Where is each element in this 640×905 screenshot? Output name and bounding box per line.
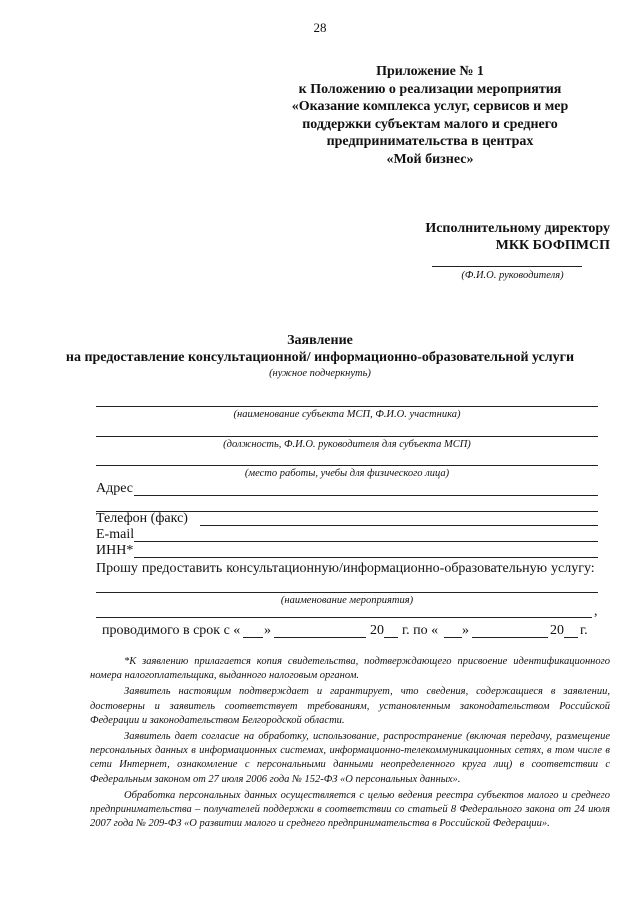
period-quote-2: » xyxy=(462,623,469,638)
inn-label: ИНН* xyxy=(96,543,134,558)
phone-label: Телефон (факс) xyxy=(96,511,188,526)
start-year-field[interactable] xyxy=(384,637,398,638)
end-year-prefix: 20 xyxy=(550,623,564,638)
start-year-prefix: 20 xyxy=(370,623,384,638)
footnote-consent: Заявитель дает согласие на обработку, использование, распространение (включая передачу, размещение персональных данных в информационных системах, информационно-телекоммуникационных сетях, в том числе в сети Интернет, ознакомление с персональными данными неопределенного круга лиц) в соответствии с Федеральным законом от 27 июля 2006 года № 152-ФЗ «О персональных данных». xyxy=(90,731,610,785)
email-line[interactable] xyxy=(134,541,598,542)
director-name-caption: (Ф.И.О. руководителя) xyxy=(461,270,564,281)
statement-note: (нужное подчеркнуть) xyxy=(269,368,371,379)
appendix-line: «Оказание комплекса услуг, сервисов и мер xyxy=(291,99,569,114)
event-name-caption: (наименование мероприятия) xyxy=(280,595,414,606)
director-name-line[interactable] xyxy=(432,266,582,267)
period-quote-1: » xyxy=(264,623,271,638)
period-to: г. по « xyxy=(402,623,439,638)
event-extra-line[interactable] xyxy=(96,617,592,618)
appendix-title: Приложение № 1 xyxy=(376,64,484,79)
end-year-field[interactable] xyxy=(564,637,578,638)
page-number: 28 xyxy=(313,20,327,35)
appendix-header xyxy=(250,63,610,168)
request-text: Прошу предоставить консультационную/информационно-образовательную услугу: xyxy=(96,561,595,576)
footnote-guarantee: Заявитель настоящим подтверждает и гарантирует, что сведения, содержащиеся в заявлении, достоверны и заявитель соответствует требованиям, установленным законодательством Российской Федерации и законодательством Белгородской области. xyxy=(90,686,610,726)
period-end: г. xyxy=(580,623,588,638)
address-label: Адрес xyxy=(96,481,134,496)
subject-name-caption: (наименование субъекта МСП, Ф.И.О. участника) xyxy=(233,409,461,420)
event-name-line[interactable] xyxy=(96,592,598,593)
appendix-line: предпринимательства в центрах xyxy=(326,134,534,149)
end-month-field[interactable] xyxy=(472,637,548,638)
address-line-1[interactable] xyxy=(134,495,598,496)
workplace-caption: (место работы, учебы для физического лица) xyxy=(244,468,450,479)
end-day-field[interactable] xyxy=(444,637,462,638)
start-day-field[interactable] xyxy=(243,637,263,638)
statement-subtitle: на предоставление консультационной/ информационно-образовательной услуги xyxy=(65,350,575,365)
footnote-inn: *К заявлению прилагается копия свидетельства, подтверждающего присвоение идентификационного номера налогоплательщика, выданного налоговым органом. xyxy=(90,656,610,682)
appendix-line: «Мой бизнес» xyxy=(386,151,474,167)
subject-name-line[interactable] xyxy=(96,406,598,407)
addressee-line-1: Исполнительному директору xyxy=(425,221,610,236)
footnote-processing: Обработка персональных данных осуществляется с целью ведения реестра субъектов малого и среднего предпринимательства – получателей поддержки в соответствии со статьей 8 Федерального закона от 24 июля 2007 года № 209-ФЗ «О развитии малого и среднего предпринимательства в Российской Федерации». xyxy=(90,789,610,830)
event-comma: , xyxy=(594,604,598,619)
position-line[interactable] xyxy=(96,436,598,437)
phone-line[interactable] xyxy=(200,525,598,526)
email-label: E-mail xyxy=(96,527,135,542)
addressee-line-2: МКК БОФПМСП xyxy=(495,238,610,253)
addressee-block xyxy=(390,220,610,254)
footnotes xyxy=(90,655,610,831)
start-month-field[interactable] xyxy=(274,637,366,638)
inn-line[interactable] xyxy=(134,557,598,558)
period-prefix: проводимого в срок с « xyxy=(102,623,241,638)
workplace-line[interactable] xyxy=(96,465,598,466)
position-caption: (должность, Ф.И.О. руководителя для субъекта МСП) xyxy=(223,439,471,450)
statement-title: Заявление xyxy=(287,333,353,348)
appendix-line: к Положению о реализации мероприятия xyxy=(298,81,562,97)
appendix-line: поддержки субъектам малого и среднего xyxy=(302,116,558,132)
